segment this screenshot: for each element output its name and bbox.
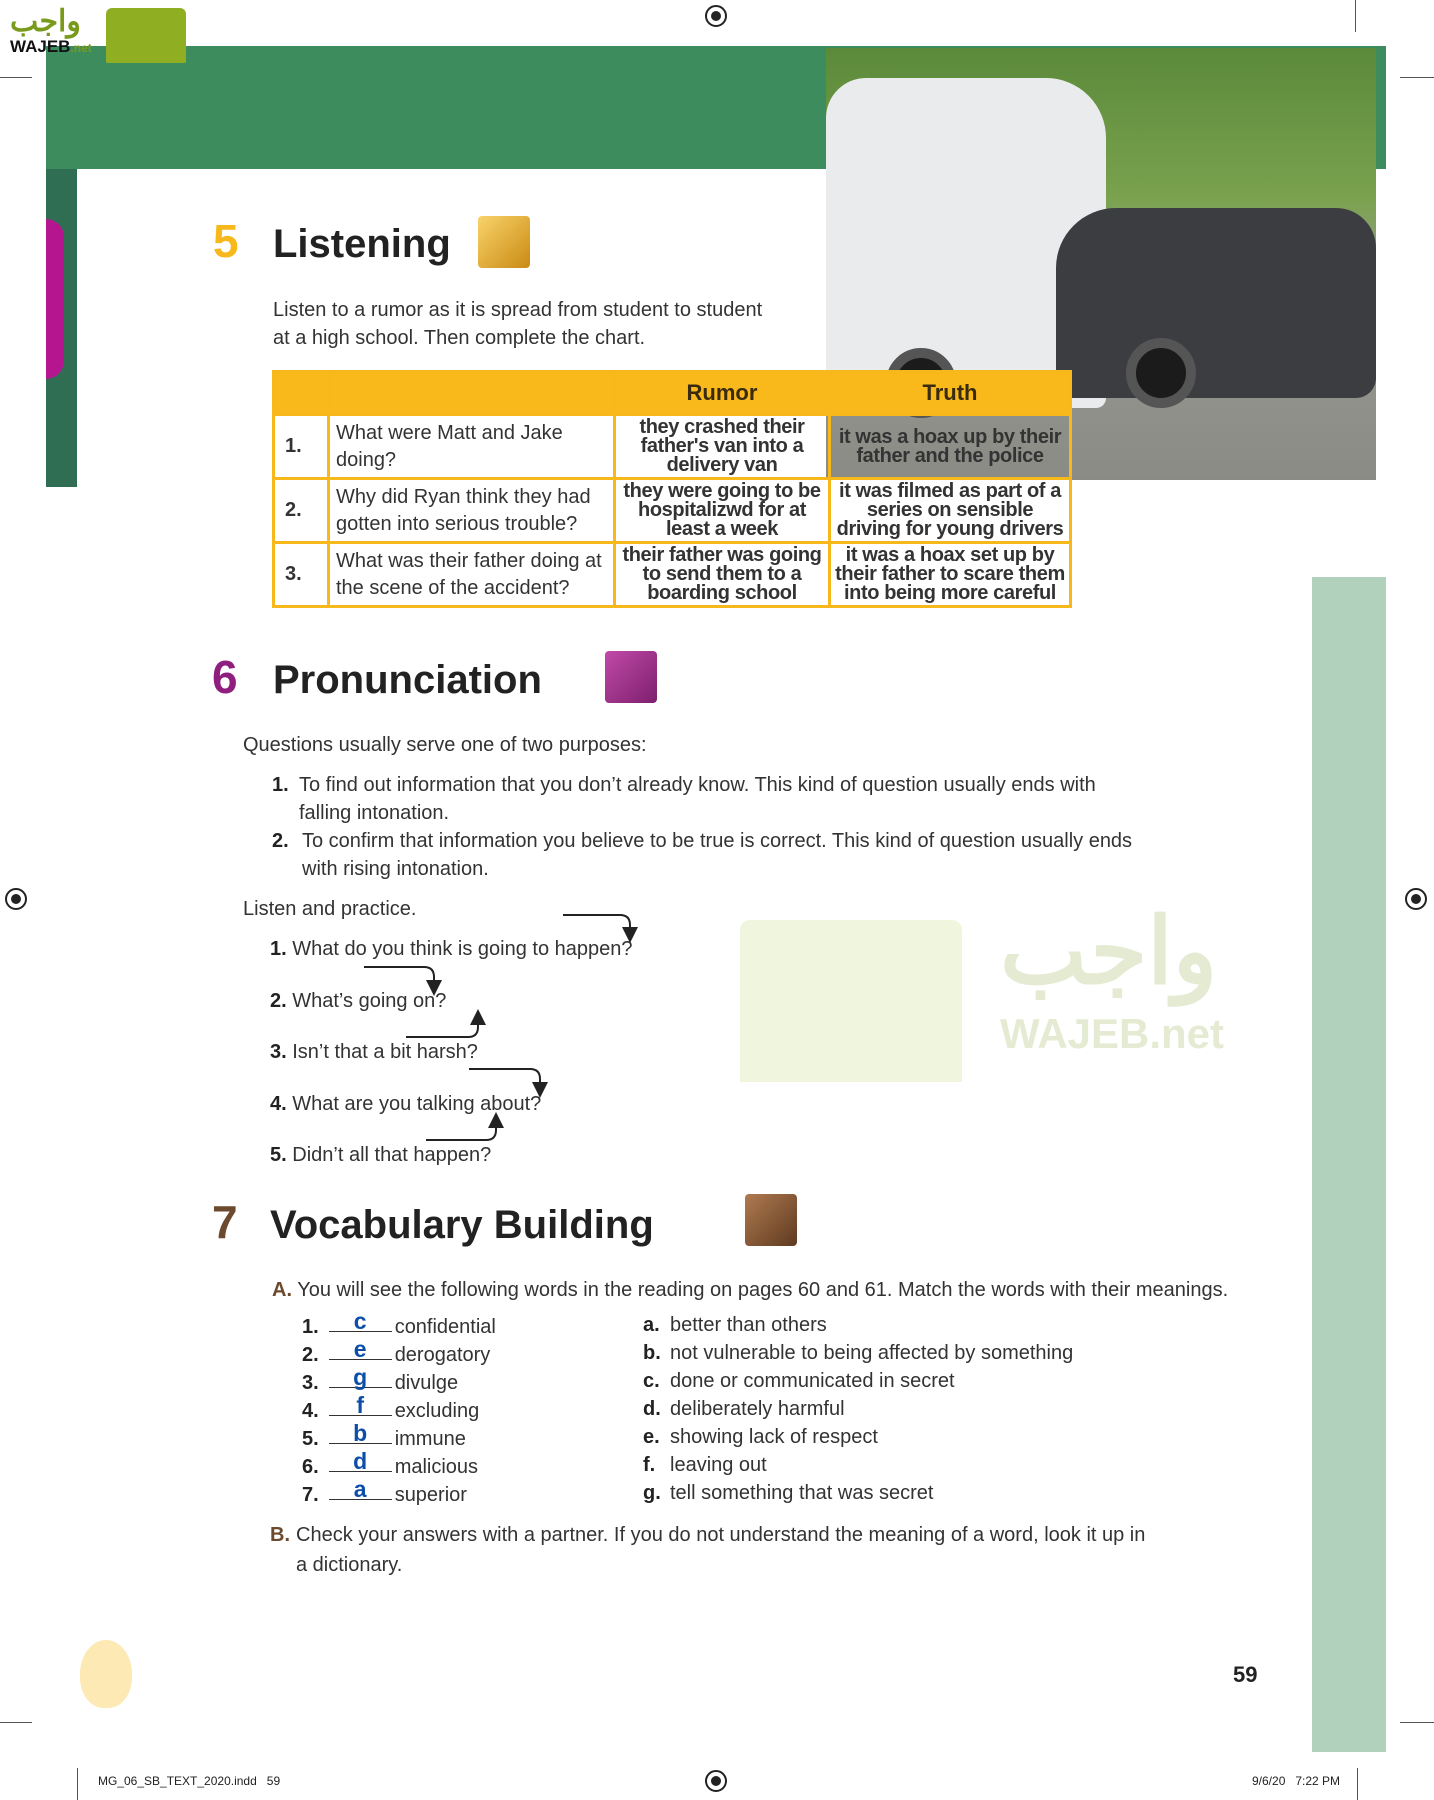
footer-file: MG_06_SB_TEXT_2020.indd 59	[98, 1774, 281, 1788]
practice-sentence: What’s going on?	[292, 990, 447, 1012]
practice-sentence: What are you talking about?	[292, 1093, 542, 1115]
logo-latin: WAJEB	[10, 37, 71, 56]
decorative-badge-icon	[80, 1640, 132, 1708]
meaning-letter: a.	[643, 1314, 660, 1336]
footer-date: 9/6/20 7:22 PM	[1252, 1774, 1341, 1788]
meaning-text: deliberately harmful	[670, 1398, 845, 1420]
part-label: B.	[270, 1524, 290, 1546]
section-number: 7	[212, 1196, 238, 1248]
answer-blank[interactable]: g	[329, 1367, 392, 1388]
falling-arrow-icon	[563, 915, 630, 935]
word-number: 7.	[302, 1484, 319, 1506]
part-b-line: Check your answers with a partner. If you do not understand the meaning of a word, look it up in	[296, 1524, 1146, 1546]
purpose-line: with rising intonation.	[302, 858, 489, 880]
word-number: 3.	[302, 1372, 319, 1394]
vocab-word: superior	[394, 1484, 467, 1506]
purpose-number: 1.	[272, 774, 289, 796]
rumor-answer[interactable]: they were going to be hospitalizwd for at least a week	[615, 479, 830, 543]
page-number: 59	[1233, 1662, 1258, 1687]
watermark-arabic: واجب	[1000, 901, 1218, 1003]
vocab-word: confidential	[394, 1316, 496, 1338]
vocab-word: excluding	[394, 1400, 480, 1422]
meaning-letter: c.	[643, 1370, 660, 1392]
watermark-suffix: .net	[1149, 1010, 1225, 1057]
vocab-word: immune	[394, 1428, 466, 1450]
vocab-word: derogatory	[394, 1344, 491, 1366]
meaning-text: showing lack of respect	[670, 1426, 878, 1448]
practice-number: 5.	[270, 1144, 287, 1166]
section-title: Pronunciation	[273, 658, 542, 702]
part-a-instructions: You will see the following words in the reading on pages 60 and 61. Match the words with their meanings.	[297, 1279, 1229, 1301]
answer-blank[interactable]: b	[329, 1423, 392, 1444]
meaning-letter: d.	[643, 1398, 661, 1420]
practice-number: 2.	[270, 990, 287, 1012]
truth-answer[interactable]: it was a hoax up by their father and the police	[830, 415, 1071, 479]
practice-sentence: Isn’t that a bit harsh?	[292, 1041, 478, 1063]
purpose-line: falling intonation.	[299, 802, 450, 824]
falling-arrow-icon	[469, 1069, 540, 1090]
meaning-letter: e.	[643, 1426, 660, 1448]
meaning-text: leaving out	[670, 1454, 767, 1476]
purpose-line: To confirm that information you believe to be true is correct. This kind of question usually ends	[302, 830, 1133, 852]
part-label: A.	[272, 1279, 292, 1301]
practice-number: 3.	[270, 1041, 287, 1063]
header-truth: Truth	[830, 372, 1071, 415]
meaning-letter: f.	[643, 1454, 656, 1476]
header-rumor: Rumor	[615, 372, 830, 415]
intro-line: Listen to a rumor as it is spread from student to student	[273, 299, 763, 321]
vocab-word: malicious	[394, 1456, 479, 1478]
word-number: 6.	[302, 1456, 319, 1478]
purpose-number: 2.	[272, 830, 289, 852]
truth-answer[interactable]: it was filmed as part of a series on sensible driving for young drivers	[830, 479, 1071, 543]
intro-line: at a high school. Then complete the chart.	[273, 327, 646, 349]
meaning-letter: b.	[643, 1342, 661, 1364]
meaning-letter: g.	[643, 1482, 661, 1504]
part-b-line: a dictionary.	[296, 1554, 403, 1576]
meaning-text: not vulnerable to being affected by something	[670, 1342, 1074, 1364]
section-title: Vocabulary Building	[270, 1203, 654, 1247]
practice-number: 4.	[270, 1093, 287, 1115]
row-number: 2.	[274, 479, 329, 543]
falling-arrow-icon	[364, 967, 434, 988]
word-number: 4.	[302, 1400, 319, 1422]
rumor-answer[interactable]: they crashed their father's van into a delivery van	[615, 415, 830, 479]
vocab-word: divulge	[394, 1372, 459, 1394]
answer-blank[interactable]: f	[329, 1395, 392, 1416]
practice-number: 1.	[270, 938, 287, 960]
logo-arabic: واجب	[10, 5, 81, 38]
meaning-text: better than others	[670, 1314, 827, 1336]
pronunciation-intro: Questions usually serve one of two purposes:	[243, 734, 647, 756]
word-number: 2.	[302, 1344, 319, 1366]
vocabulary-a-icon[interactable]	[745, 1194, 797, 1246]
row-number: 3.	[274, 543, 329, 607]
meaning-text: tell something that was secret	[670, 1482, 934, 1504]
answer-blank[interactable]: d	[329, 1451, 392, 1472]
practice-sentence: Didn’t all that happen?	[292, 1144, 492, 1166]
watermark-latin: WAJEB	[1000, 1010, 1150, 1057]
word-number: 1.	[302, 1316, 319, 1338]
question-cell: What were Matt and Jake doing?	[329, 415, 615, 479]
practice-sentence: What do you think is going to happen?	[292, 938, 633, 960]
purpose-line: To find out information that you don’t already know. This kind of question usually ends with	[299, 774, 1096, 796]
meaning-text: done or communicated in secret	[670, 1370, 955, 1392]
truth-answer[interactable]: it was a hoax set up by their father to scare them into being more careful	[830, 543, 1071, 607]
answer-blank[interactable]: c	[329, 1311, 392, 1332]
rising-arrow-icon	[406, 1017, 478, 1037]
question-cell: What was their father doing at the scene of the accident?	[329, 543, 615, 607]
question-cell: Why did Ryan think they had gotten into serious trouble?	[329, 479, 615, 543]
section-number: 5	[213, 215, 239, 267]
answer-blank[interactable]: a	[329, 1479, 392, 1500]
section-title: Listening	[273, 222, 451, 266]
rumor-answer[interactable]: their father was going to send them to a boarding school	[615, 543, 830, 607]
practice-label: Listen and practice.	[243, 898, 417, 920]
section-number: 6	[212, 651, 238, 703]
row-number: 1.	[274, 415, 329, 479]
logo-suffix: .net	[70, 41, 92, 55]
rising-arrow-icon	[426, 1120, 496, 1140]
word-number: 5.	[302, 1428, 319, 1450]
answer-blank[interactable]: e	[329, 1339, 392, 1360]
